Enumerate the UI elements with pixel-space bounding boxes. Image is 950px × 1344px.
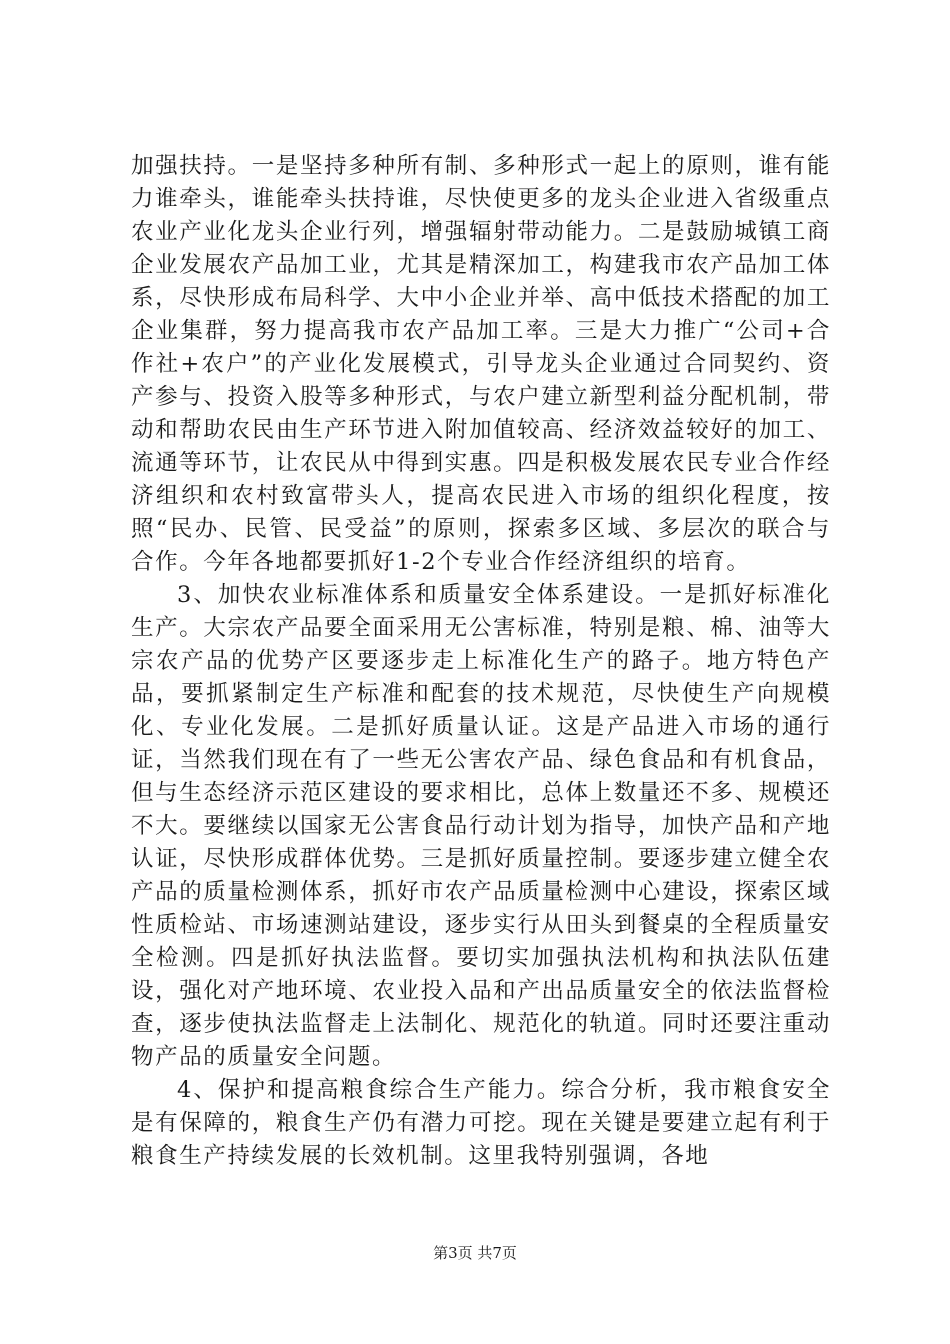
document-body — [131, 150, 831, 1173]
paragraph-continuation: 加强扶持。一是坚持多种所有制、多种形式一起上的原则，谁有能力谁牵头，谁能牵头扶持谁，尽快使更多的龙头企业进入省级重点农业产业化龙头企业行列，增强辐射带动能力。二是鼓励城镇工商企业发展农产品加工业，尤其是精深加工，构建我市农产品加工体系，尽快形成布局科学、大中小企业并举、高中低技术搭配的加工企业集群，努力提高我市农产品加工率。三是大力推广“公司+合作社+农户”的产业化发展模式，引导龙头企业通过合同契约、资产参与、投资入股等多种形式，与农户建立新型利益分配机制，带动和帮助农民由生产环节进入附加值较高、经济效益较好的加工、流通等环节，让农民从中得到实惠。四是积极发展农民专业合作经济组织和农村致富带头人，提高农民进入市场的组织化程度，按照“民办、民管、民受益”的原则，探索多区域、多层次的联合与合作。今年各地都要抓好1-2个专业合作经济组织的培育。 — [131, 153, 831, 575]
paragraph-section-4: 4、保护和提高粮食综合生产能力。综合分析，我市粮食安全是有保障的，粮食生产仍有潜力可挖。现在关键是要建立起有利于粮食生产持续发展的长效机制。这里我特别强调，各地 — [131, 1077, 831, 1169]
page-number-footer: 第3页 共7页 — [433, 1244, 517, 1262]
paragraph-section-3: 3、加快农业标准体系和质量安全体系建设。一是抓好标准化生产。大宗农产品要全面采用无公害标准，特别是粮、棉、油等大宗农产品的优势产区要逐步走上标准化生产的路子。地方特色产品，要抓紧制定生产标准和配套的技术规范，尽快使生产向规模化、专业化发展。二是抓好质量认证。这是产品进入市场的通行证，当然我们现在有了一些无公害农产品、绿色食品和有机食品，但与生态经济示范区建设的要求相比，总体上数量还不多、规模还不大。要继续以国家无公害食品行动计划为指导，加快产品和产地认证，尽快形成群体优势。三是抓好质量控制。要逐步建立健全农产品的质量检测体系，抓好市农产品质量检测中心建设，探索区域性质检站、市场速测站建设，逐步实行从田头到餐桌的全程质量安全检测。四是抓好执法监督。要切实加强执法机构和执法队伍建设，强化对产地环境、农业投入品和产出品质量安全的依法监督检查，逐步使执法监督走上法制化、规范化的轨道。同时还要注重动物产品的质量安全问题。 — [131, 582, 831, 1070]
